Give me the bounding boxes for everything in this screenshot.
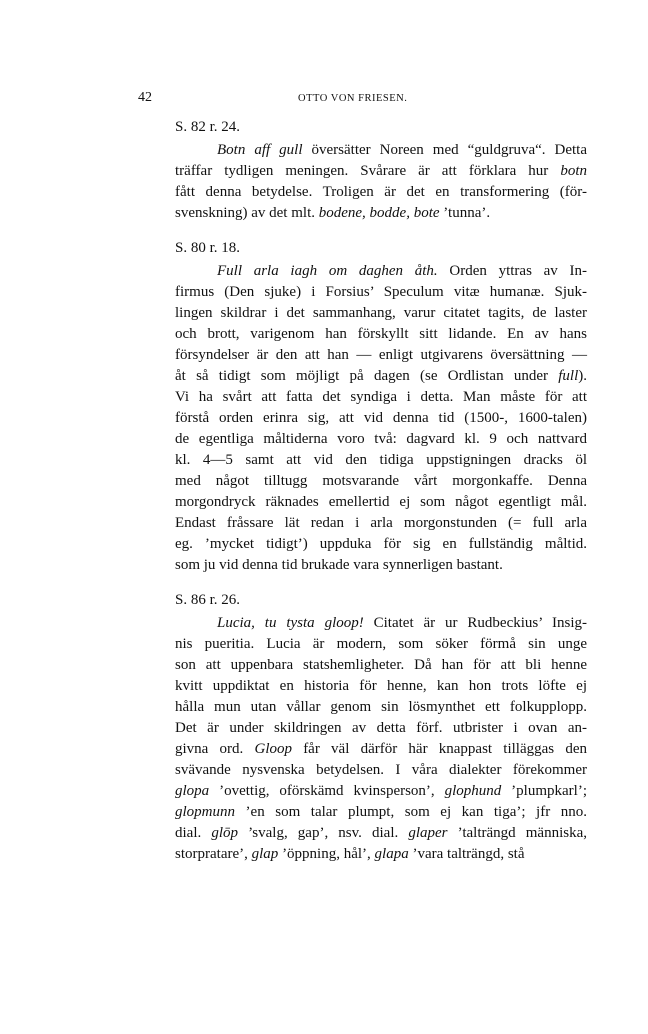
commentary-section [133,238,587,576]
section-reference: S. 82 r. 24. [175,119,241,135]
section-gap [133,224,587,238]
text-line [133,203,587,224]
page-header [138,90,590,110]
text-line [133,718,587,739]
section-paragraph [133,261,587,576]
text-run: åt så tidigt som möjligt på dagen (se Ordlistan under [175,368,559,384]
italic-text: Gloop [254,741,292,757]
text-run: lingen skildrar i det sammanhang, varur citatet tagits, de laster [175,305,587,321]
italic-text: glophund [444,783,502,799]
section-reference: S. 80 r. 18. [175,240,241,256]
text-line [133,261,587,282]
text-run: fått denna betydelse. Troligen är det en transformering (för- [175,184,587,200]
commentary-section [133,117,587,224]
italic-text: glopa [175,783,210,799]
text-run: Citatet är ur Rudbeckius’ Insig- [363,615,587,631]
italic-text: Lucia, tu tysta gloop! [217,615,364,631]
text-run: morgondryck räknades emellertid ej som något egentligt mål. [175,494,587,510]
text-line [133,613,587,634]
text-line [133,760,587,781]
text-run: ’vara talträngd, stå [408,846,525,862]
text-line [133,471,587,492]
text-line [133,534,587,555]
running-title: OTTO VON FRIESEN. [298,93,408,104]
text-run: givna ord. [175,741,255,757]
italic-text: Botn aff gull [217,142,303,158]
commentary-section [133,590,587,865]
text-run: ). [578,368,587,384]
text-run: son att uppenbara statshemligheter. Då han för att bli henne [175,657,587,673]
text-line [133,739,587,760]
italic-text: glōp [211,825,239,841]
text-run: som ju vid denna tid brukade vara synnerligen bastant. [175,557,503,573]
text-line [133,450,587,471]
text-line [133,366,587,387]
text-line [133,161,587,182]
text-line [133,823,587,844]
text-run: kl. 4—5 samt att vid den tidiga uppstigningen dracks öl [175,452,587,468]
text-run: och brott, varigenom han förskyllt sitt lidande. En av hans [175,326,587,342]
text-run: försyndelser är den att han — enligt utgivarens översättning — [175,347,587,363]
text-run: Det är under skildringen av detta förf. utbrister i ovan an- [175,720,587,736]
text-line [133,676,587,697]
text-line [133,429,587,450]
text-line [133,844,587,865]
text-run: ’en som talar plumpt, som ej kan tiga’; jfr nno. [235,804,587,820]
italic-text: Full arla iagh om daghen åth. [217,263,438,279]
text-line [133,182,587,203]
text-run: storpratare’, [175,846,252,862]
text-run: översätter Noreen med “guldgruva“. Detta [302,142,587,158]
text-run: ’ovettig, oförskämd kvinsperson’, [209,783,445,799]
text-run: ’talträngd människa, [447,825,587,841]
text-run: ’plumpkarl’; [501,783,587,799]
text-run: Endast fråssare lät redan i arla morgonstunden (= full arla [175,515,587,531]
text-line [133,408,587,429]
body-text [133,117,587,865]
section-paragraph [133,140,587,224]
italic-text: full [558,368,579,384]
text-run: nis pueritia. Lucia är modern, som söker förmå sin unge [175,636,587,652]
text-line [133,655,587,676]
italic-text: glap [251,846,279,862]
italic-text: glopmunn [175,804,235,820]
text-run: de egentliga måltiderna voro två: dagvard kl. 9 och nattvard [175,431,587,447]
text-line [133,492,587,513]
text-run: svenskning) av det mlt. [175,205,319,221]
italic-text: glaper [408,825,448,841]
text-run: dial. [175,825,212,841]
section-paragraph [133,613,587,865]
text-line [133,387,587,408]
text-run: eg. ’mycket tidigt’) uppduka för sig en fullständig måltid. [175,536,587,552]
section-gap [133,576,587,590]
text-run: svävande nysvenska betydelsen. I våra dialekter förekommer [175,762,587,778]
text-run: Vi ha svårt att fatta det syndiga i detta. Man måste för att [175,389,587,405]
text-run: förstå orden erinra sig, att vid denna tid (1500-, 1600-talen) [175,410,587,426]
text-line [133,513,587,534]
text-line [133,781,587,802]
italic-text: glapa [374,846,409,862]
text-run: Orden yttras av In- [437,263,587,279]
text-run: firmus (Den sjuke) i Forsius’ Speculum vitæ humanæ. Sjuk- [175,284,587,300]
text-run: ’tunna’. [439,205,491,221]
text-run: ’svalg, gap’, nsv. dial. [238,825,409,841]
section-reference: S. 86 r. 26. [175,592,241,608]
text-line [133,324,587,345]
text-line [133,345,587,366]
italic-text: bodene, bodde, bote [318,205,440,221]
italic-text: botn [560,163,587,179]
text-run: träffar tydligen meningen. Svårare är att förklara hur [175,163,561,179]
text-run: får väl därför här knappast tilläggas den [291,741,587,757]
text-run: kvitt uppdiktat en historia för henne, kan hon trots löfte ej [175,678,587,694]
text-run: hålla mun utan vållar genom sin lösmynthet ett folkupplopp. [175,699,587,715]
text-line [133,634,587,655]
text-line [133,802,587,823]
text-run: ’öppning, hål’, [278,846,375,862]
text-line [133,555,587,576]
text-line [133,303,587,324]
text-line [133,140,587,161]
text-line [133,697,587,718]
text-run: med något tilltugg motsvarande vårt morgonkaffe. Denna [175,473,587,489]
page-number: 42 [138,90,152,105]
text-line [133,282,587,303]
